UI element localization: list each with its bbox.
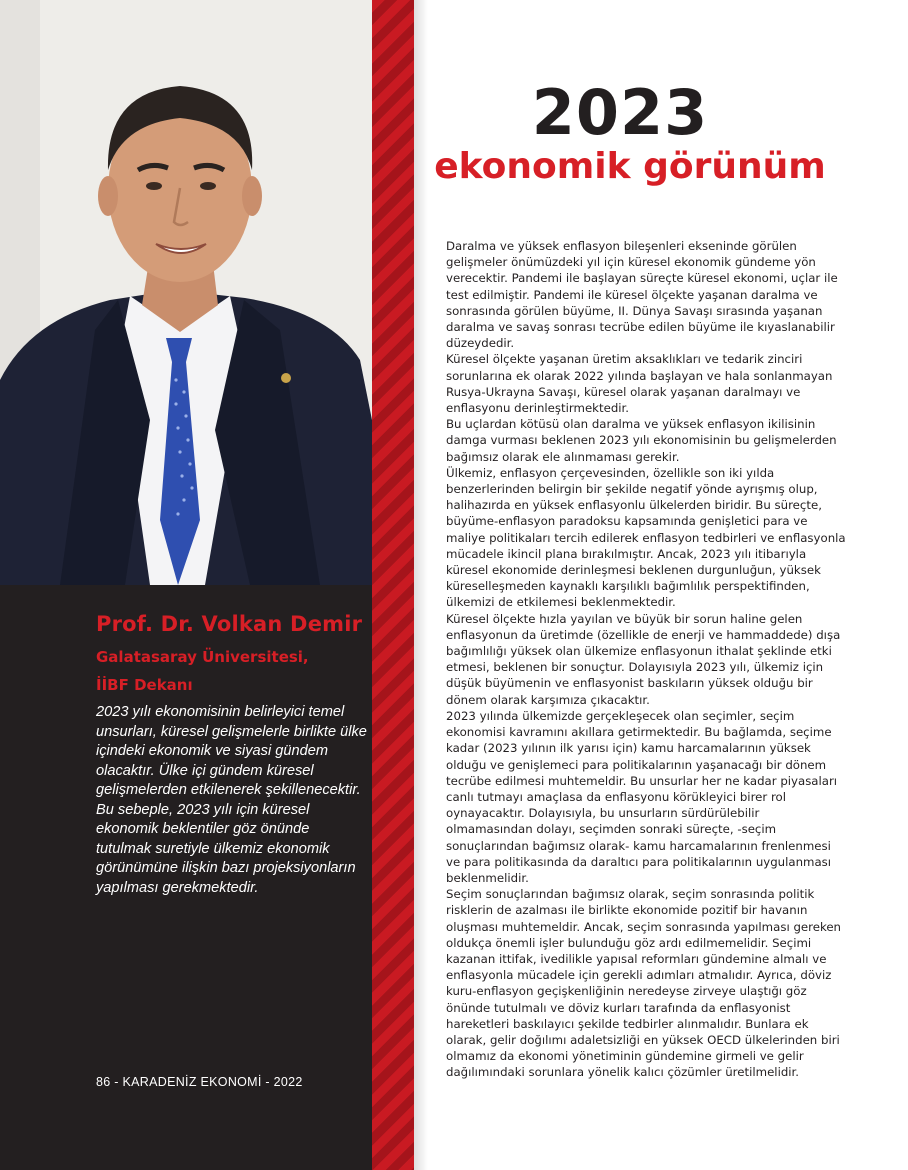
article-paragraph: Küresel ölçekte hızla yayılan ve büyük bir sorun haline gelen enflasyonun da üretimde (özellikle de enerji ve hammaddede) dışa bağımlılığı yüksek olan ülkemize enflasyonun ithalat şeklinde etki etmesi, beklenen bir sonuçtur. Dolayısıyla 2023 yılı, ülkemiz için düşük büyümenin ve enflasyonist baskıların yüksek olduğu bir dönem olarak karşımıza çıkacaktır. xyxy=(446,611,841,707)
article-paragraph: Ülkemiz, enflasyon çerçevesinden, özellikle son iki yılda benzerlerinden belirgin bir şekilde negatif yönde ayrışmış olup, halihazırda en yüksek enflasyonlu ülkelerden biridir. Bu süreçte, büyüme-enflasyon paradoksu kapsamında genişletici para ve maliye politikaları tercih edilerek enflasyon tedbirleri ve enflasyonla mücadele ikincil plana bırakılmıştır. Ancak, 2023 yılı itibarıyla küresel ekonomide derinleşmesi beklenen durgunluğun, yüksek küreselleşmeden kaynaklı karşılıklı bağımlılık perspektifinden, ülkemizi de etkilemesi beklenmektedir. xyxy=(446,465,846,610)
author-university: Galatasaray Üniversitesi, xyxy=(96,648,309,666)
author-title: İİBF Dekanı xyxy=(96,676,193,694)
left-column xyxy=(0,0,372,1170)
article-paragraph: 2023 yılında ülkemizde gerçekleşecek olan seçimler, seçim ekonomisi kavramını akıllara getirmektedir. Bu bağlamda, seçime kadar (2023 yılının ilk yarısı için) kamu harcamalarının yüksek olduğu ve genişlemeci para politikalarının yaşanacağı bir dönem tecrübe edilmesi muhtemeldir. Bu unsurlar her ne kadar piyasaları canlı tutmayı amaçlasa da enflasyonu körükleyici birer rol oynayacaktır. Dolayısıyla, bu unsurların sürdürülebilir olmamasından dolayı, seçimden sonraki süreçte, -seçim sonuçlarından bağımsız olarak- kamu harcamalarının frenlenmesi ve para politikasında da daraltıcı para politikalarının uygulanması beklenmelidir. xyxy=(446,708,838,885)
author-name: Prof. Dr. Volkan Demir xyxy=(96,612,363,636)
article-paragraph: Bu uçlardan kötüsü olan daralma ve yüksek enflasyon ikilisinin damga vurması beklenen 2023 yılı ekonomisinin bu gelişmelerden bağımsız olarak ele alınmaması gerekir. xyxy=(446,417,837,464)
article-body xyxy=(446,238,846,1081)
author-affiliation xyxy=(96,643,368,699)
page-edge-shadow xyxy=(414,0,428,1170)
page-footer: 86 - KARADENİZ EKONOMİ - 2022 xyxy=(96,1075,303,1089)
author-portrait-image xyxy=(0,0,372,585)
decorative-stripe-band xyxy=(372,0,414,1170)
pull-quote: 2023 yılı ekonomisinin belirleyici temel unsurları, küresel gelişmelerle birlikte ülke içindeki ekonomik ve siyasi gündem olacaktır. Ülke içi gündem küresel gelişmelerden etkilenerek şekillenecektir. Bu sebeple, 2023 yılı için küresel ekonomik beklentiler göz önünde tutulmak suretiyle ülkemiz ekonomik görünümüne ilişkin bazı projeksiyonların yapılması gerekmektedir. xyxy=(96,704,367,896)
article-paragraph: Daralma ve yüksek enflasyon bileşenleri ekseninde görülen gelişmeler önümüzdeki yıl için küresel ekonomik gündeme yön verecektir. Pandemi ile başlayan süreçte küresel ekonomi, uçlar ile test edilmiştir. Pandemi ile küresel ölçekte yaşanan daralma ve sonrasında görülen büyüme, II. Dünya Savaşı sırasında yaşanan daralma ve savaş sonrası tecrübe edilen büyüme ile kıyaslanabilir düzeydedir. xyxy=(446,239,838,351)
author-photo xyxy=(0,0,372,585)
article-paragraph: Seçim sonuçlarından bağımsız olarak, seçim sonrasında politik risklerin de azalması ile birlikte ekonomide pozitif bir havanın oluşması muhtemeldir. Ancak, seçim sonrasında yapılması gereken oldukça önemli işler bulunduğu göz ardı edilmemelidir. Seçimi kazanan ittifak, ivedilikle yapısal reformları gündemine almalı ve enflasyonla mücadele için gerekli adımları atmalıdır. Ayrıca, döviz kuru-enflasyon geçişkenliğinin neredeyse zirveye ulaştığı göz önünde tutulmalı ve döviz kurları tarafında da enflasyonist hareketleri baskılayıcı şekilde tedbirler alınmalıdır. Bunlara ek olarak, gelir doğılımı adaletsizliği en yüksek OECD ülkelerinden biri olmamız da ekonomi yönetiminin gündemine girmeli ve gelir dağılımındaki sorunlara yönelik kalıcı çözümler üretilmelidir. xyxy=(446,887,842,1080)
article-paragraph: Küresel ölçekte yaşanan üretim aksaklıkları ve tedarik zinciri sorunlarına ek olarak 2022 yılında başlayan ve hala sonlanmayan Rusya-Ukrayna Savaşı, küresel olarak yaşanan daralmayı ve enflasyonu derinleştirmektedir. xyxy=(446,352,833,416)
headline-subtitle: ekonomik görünüm xyxy=(434,146,826,187)
headline-year: 2023 xyxy=(531,76,709,149)
